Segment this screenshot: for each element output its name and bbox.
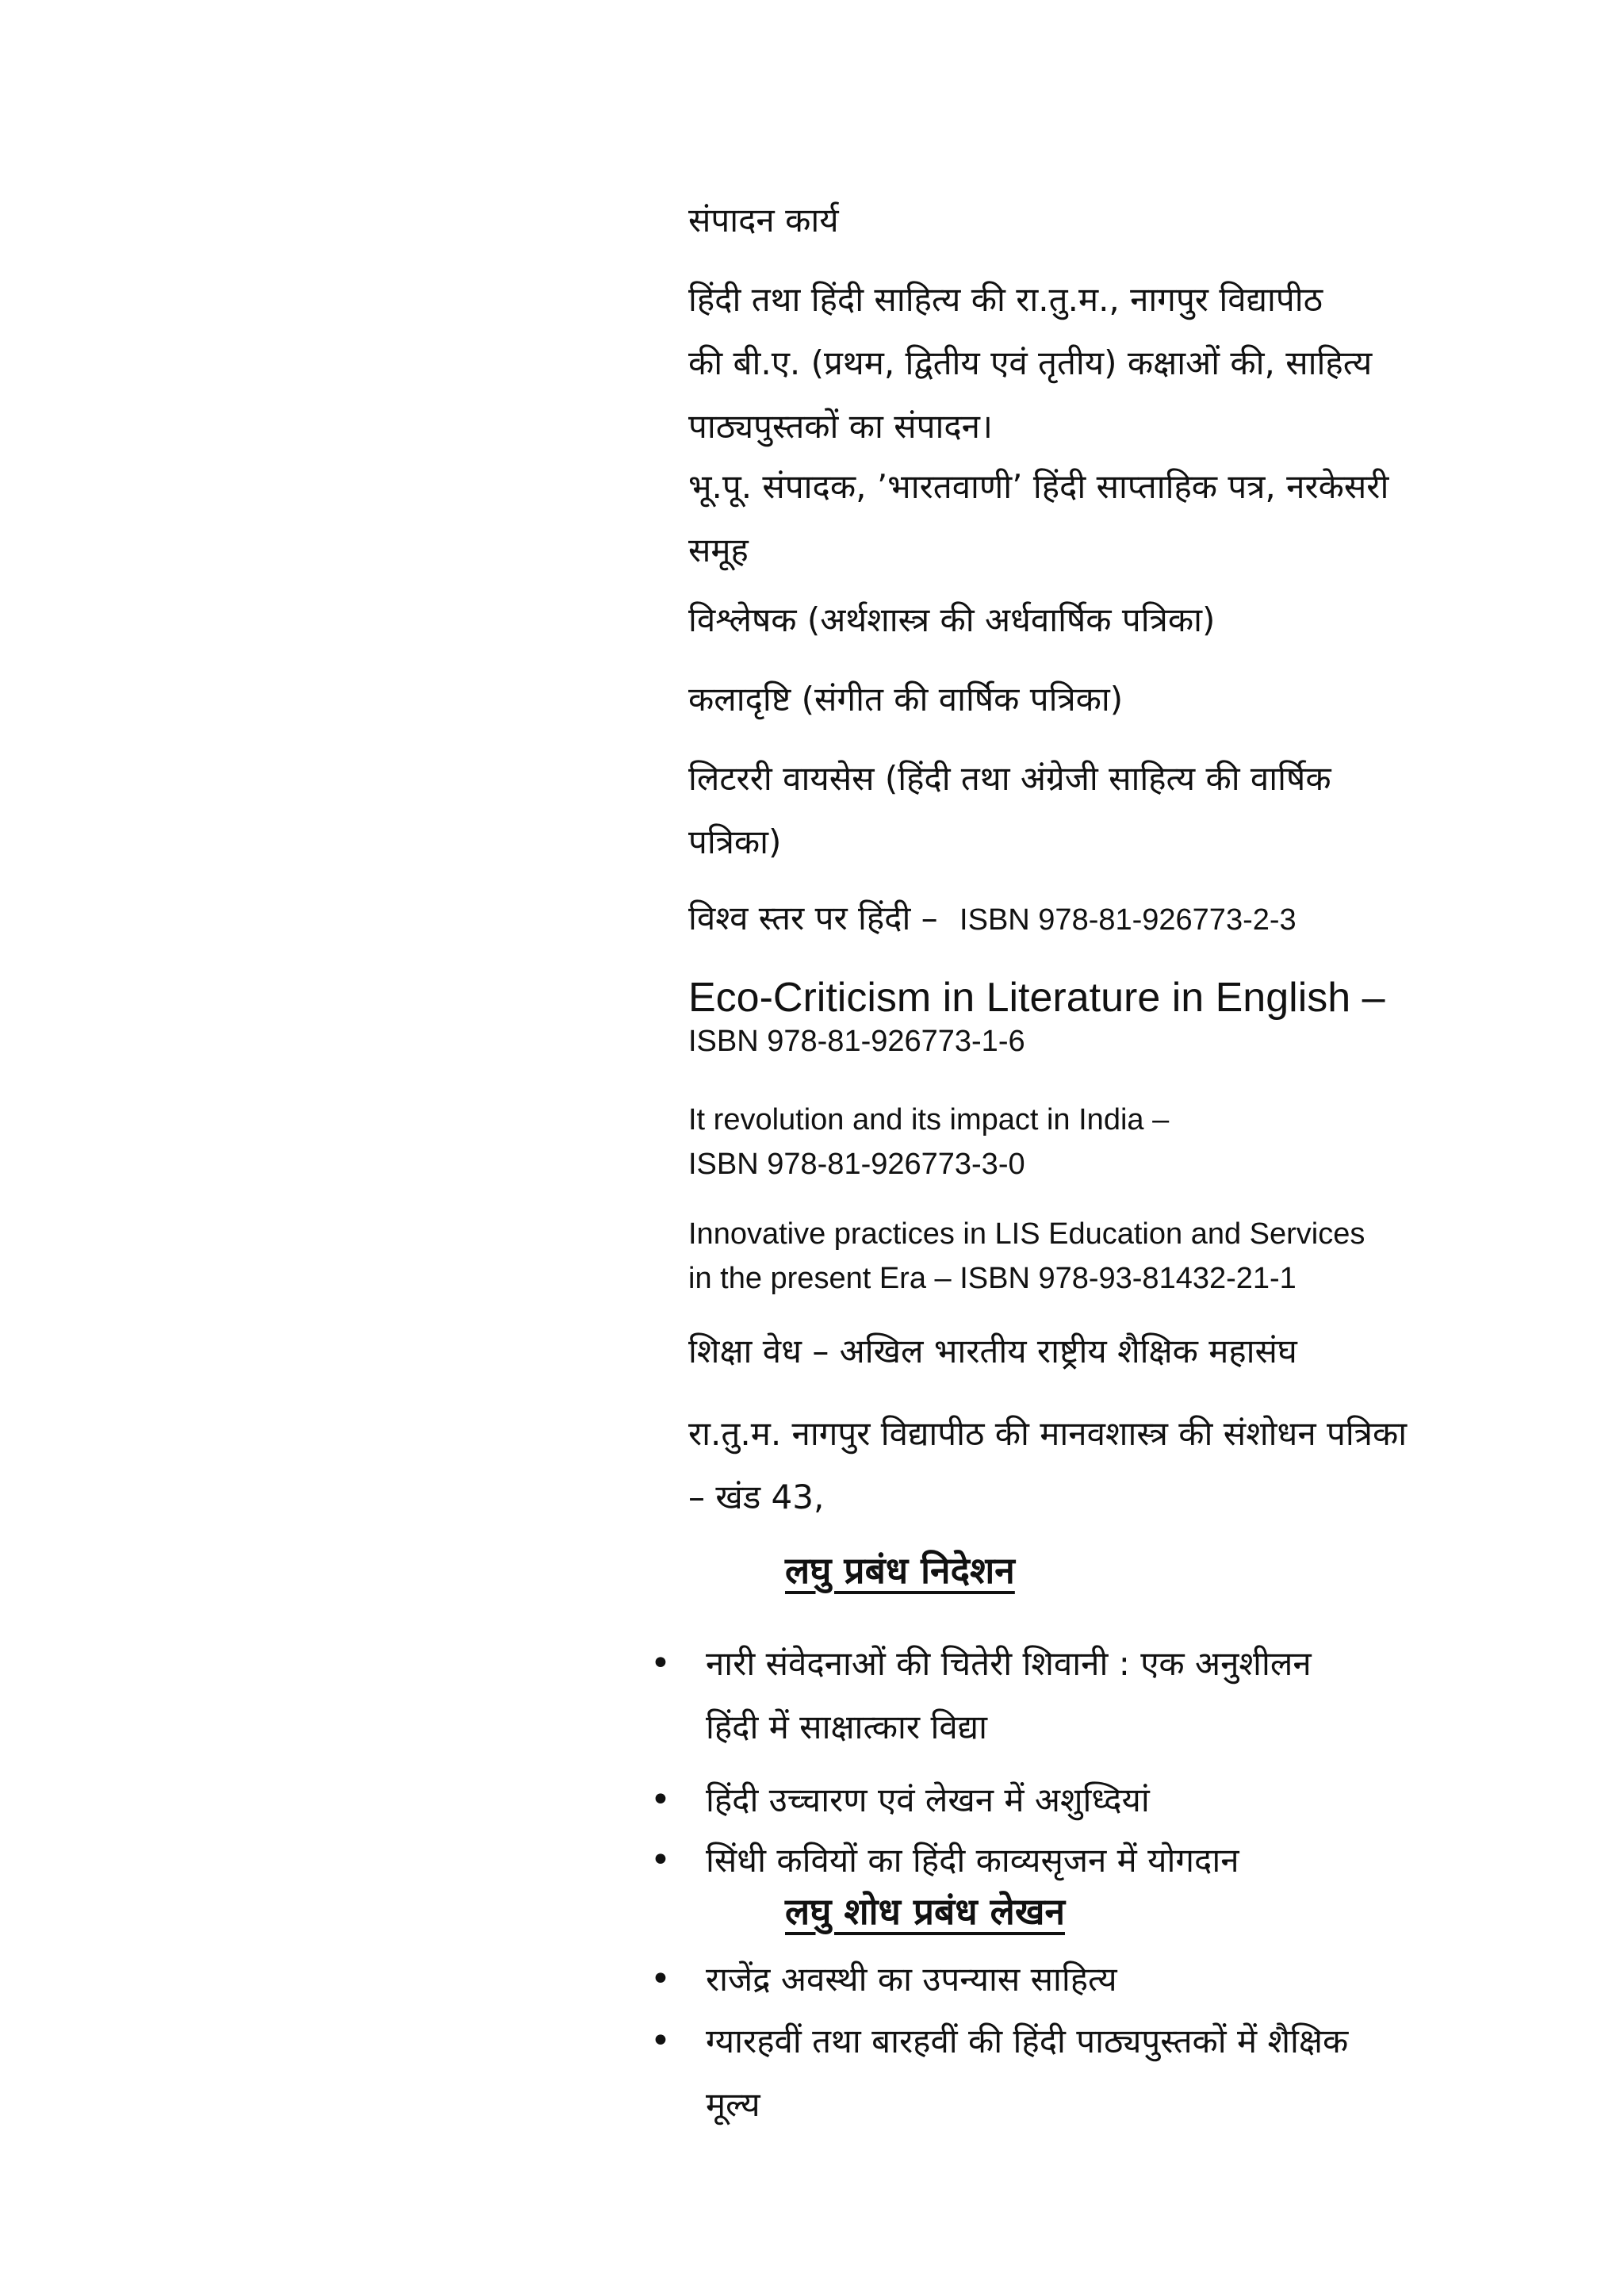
book-title: विश्व स्तर पर हिंदी – bbox=[688, 899, 938, 937]
editing-para-manavshastra bbox=[688, 1402, 1521, 1529]
text-line: सिंधी कवियों का हिंदी काव्यसृजन में योगदान bbox=[706, 1841, 1239, 1880]
text-line: हिंदी तथा हिंदी साहित्य की रा.तु.म., नागपुर विद्यापीठ bbox=[688, 280, 1323, 319]
text-line: राजेंद्र अवस्थी का उपन्यास साहित्य bbox=[706, 1960, 1117, 1999]
editing-para-bharatvani bbox=[688, 455, 1521, 582]
editing-para-textbooks bbox=[688, 268, 1521, 458]
book-title: Eco-Criticism in Literature in English – bbox=[688, 975, 1385, 1021]
isbn-text: ISBN 978-81-926773-2-3 bbox=[959, 903, 1297, 937]
text-line: ISBN 978-81-926773-3-0 bbox=[688, 1148, 1025, 1181]
section-heading-guidance: लघु प्रबंध निदेशन bbox=[785, 1549, 1015, 1592]
text-line: पाठ्यपुस्तकों का संपादन। bbox=[688, 407, 993, 446]
editing-para-kaladrishti: कलादृष्टि (संगीत की वार्षिक पत्रिका) bbox=[688, 680, 1124, 719]
text-line: समूह bbox=[688, 531, 749, 569]
text-line: लिटररी वायसेस (हिंदी तथा अंग्रेजी साहित्य की वार्षिक bbox=[688, 759, 1331, 798]
text-line: मूल्य bbox=[706, 2085, 760, 2124]
text-line: हिंदी उच्चारण एवं लेखन में अशुध्दियां bbox=[706, 1780, 1150, 1819]
bullet-icon: • bbox=[650, 1959, 671, 1999]
text-line: भू.पू. संपादक, ’भारतवाणी’ हिंदी साप्ताहिक पत्र, नरकेसरी bbox=[688, 467, 1389, 506]
editing-para-lis-education bbox=[688, 1212, 1521, 1301]
bullet-icon: • bbox=[650, 2021, 671, 2061]
bullet-icon: • bbox=[650, 1840, 671, 1880]
text-line: Innovative practices in LIS Education and Services bbox=[688, 1217, 1365, 1251]
editing-para-literary-voices bbox=[688, 747, 1521, 874]
isbn-text: ISBN 978-81-926773-1-6 bbox=[688, 1025, 1025, 1058]
text-line: रा.तु.म. नागपुर विद्यापीठ की मानवशास्त्र की संशोधन पत्रिका bbox=[688, 1414, 1408, 1453]
text-line: पत्रिका) bbox=[688, 822, 782, 861]
text-line: की बी.ए. (प्रथम, द्वितीय एवं तृतीय) कक्षाओं की, साहित्य bbox=[688, 343, 1373, 382]
text-line: हिंदी में साक्षात्कार विद्या bbox=[706, 1708, 988, 1746]
editing-para-vishwa-star bbox=[688, 887, 1521, 950]
bullet-icon: • bbox=[650, 1780, 671, 1820]
editing-para-it-revolution bbox=[688, 1098, 1521, 1186]
bullet-icon: • bbox=[650, 1643, 671, 1684]
section-heading-writing: लघु शोध प्रबंध लेखन bbox=[785, 1890, 1065, 1933]
editing-para-vishleshak: विश्लेषक (अर्थशास्त्र की अर्धवार्षिक पत्रिका) bbox=[688, 600, 1216, 639]
text-line: It revolution and its impact in India – bbox=[688, 1103, 1170, 1137]
text-line: ग्यारहवीं तथा बारहवीं की हिंदी पाठ्यपुस्तकों में शैक्षिक bbox=[706, 2022, 1349, 2060]
editing-para-shiksha-vedh: शिक्षा वेध – अखिल भारतीय राष्ट्रीय शैक्षिक महासंघ bbox=[688, 1332, 1297, 1370]
text-line: नारी संवेदनाओं की चितेरी शिवानी : एक अनुशीलन bbox=[706, 1644, 1312, 1683]
text-line: in the present Era – ISBN 978-93-81432-21-1 bbox=[688, 1262, 1297, 1295]
text-line: – खंड 43, bbox=[688, 1478, 825, 1516]
section-title-editing: संपादन कार्य bbox=[688, 201, 839, 240]
editing-para-eco-criticism bbox=[688, 974, 1521, 1061]
